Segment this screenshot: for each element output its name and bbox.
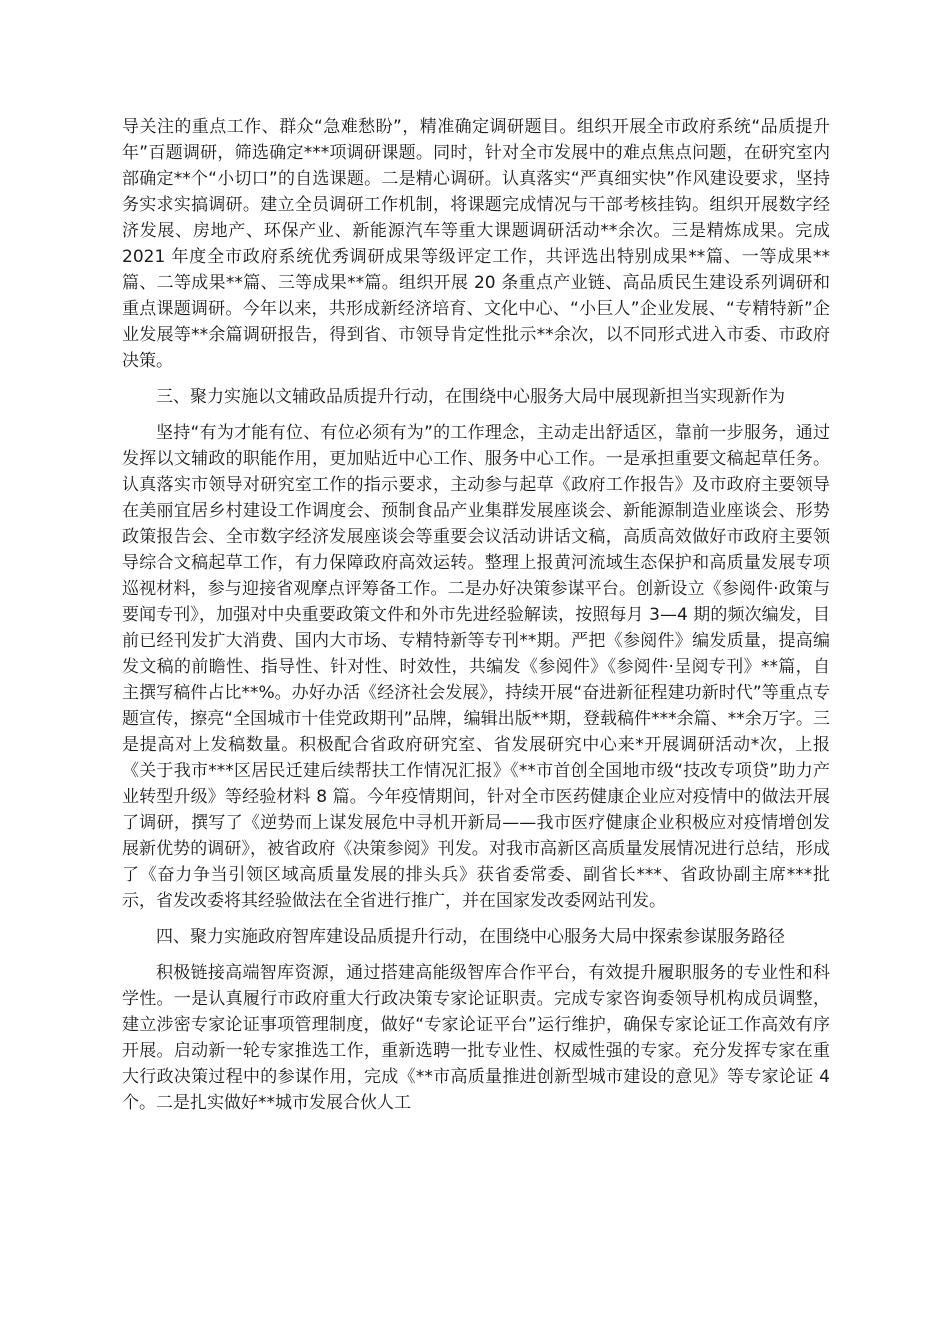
- section-heading-3: 三、聚力实施以文辅政品质提升行动，在围绕中心服务大局中展现新担当实现新作为: [156, 387, 785, 407]
- body-paragraph-1: 导关注的重点工作、群众“急难愁盼”，精准确定调研题目。组织开展全市政府系统“品质提升年”百题调研，筛选确定***项调研课题。同时，针对全市发展中的难点焦点问题，在研究室内部确定**个“小切口”的自选课题。二是精心调研。认真落实“严真细实快”作风建设要求，坚持务实求实搞调研。建立全员调研工作机制，将课题完成情况与干部考核挂钩。组织开展数字经济发展、房地产、环保产业、新能源汽车等重大课题调研活动**余次。三是精炼成果。完成 2021 年度全市政府系统优秀调研成果等级评定工作，共评选出特别成果**篇、一等成果**篇、二等成果**篇、三等成果**篇。组织开展 20 条重点产业链、高品质民生建设系列调研和重点课题调研。今年以来，共形成新经济培育、文化中心、“小巨人”企业发展、“专精特新”企业发展等**余篇调研报告，得到省、市领导肯定性批示**余次，以不同形式进入市委、市政府决策。: [122, 117, 830, 371]
- paragraph-gap: [122, 410, 830, 420]
- section-heading-4: 四、聚力实施政府智库建设品质提升行动，在围绕中心服务大局中探索参谋服务路径: [156, 927, 785, 947]
- paragraph-gap: [122, 374, 830, 384]
- body-paragraph-2: 坚持“有为才能有位、有位必须有为”的工作理念，主动走出舒适区，靠前一步服务，通过发挥以文辅政的职能作用，更加贴近中心工作、服务中心工作。一是承担重要文稿起草任务。认真落实市领导对研究室工作的指示要求，主动参与起草《政府工作报告》及市政府主要领导在美丽宜居乡村建设工作调度会、预制食品产业集群发展座谈会、新能源制造业座谈会、形势政策报告会、全市数字经济发展座谈会等重要会议活动讲话文稿，高质高效做好市政府主要领导综合文稿起草工作，有力保障政府高效运转。整理上报黄河流域生态保护和高质量发展专项巡视材料，参与迎接省观摩点评筹备工作。二是办好决策参谋平台。创新设立《参阅件·政策与要闻专刊》，加强对中央重要政策文件和外市先进经验解读，按照每月 3—4 期的频次编发，目前已经刊发扩大消费、国内大市场、专精特新等专刊**期。严把《参阅件》编发质量，提高编发文稿的前瞻性、指导性、针对性、时效性，共编发《参阅件》《参阅件·呈阅专刊》**篇，自主撰写稿件占比**%。办好办活《经济社会发展》，持续开展“奋进新征程建功新时代”等重点专题宣传，擦亮“全国城市十佳党政期刊”品牌，编辑出版**期，登载稿件***余篇、**余万字。三是提高对上发稿数量。积极配合省政府研究室、省发展研究中心来*开展调研活动*次，上报《关于我市***区居民迁建后续帮扶工作情况汇报》《**市首创全国地市级“技改专项贷”助力产业转型升级》等经验材料 8 篇。今年疫情期间，针对全市医药健康企业应对疫情中的做法开展了调研，撰写了《逆势而上谋发展危中寻机开新局——我市医疗健康企业积极应对疫情增创发展新优势的调研》，被省政府《决策参阅》刊发。对我市高新区高质量发展情况进行总结，形成了《奋力争当引领区域高质量发展的排头兵》获省委常委、副省长***、省政协副主席***批示，省发改委将其经验做法在全省进行推广，并在国家发改委网站刊发。: [122, 423, 830, 911]
- body-paragraph-3: 积极链接高端智库资源，通过搭建高能级智库合作平台，有效提升履职服务的专业性和科学性。一是认真履行市政府重大行政决策专家论证职责。完成专家咨询委领导机构成员调整，建立涉密专家论证事项管理制度，做好“专家论证平台”运行维护，确保专家论证工作高效有序开展。启动新一轮专家推选工作，重新选聘一批专业性、权威性强的专家。充分发挥专家在重大行政决策过程中的参谋作用，完成《**市高质量推进创新型城市建设的意见》等专家论证 4 个。二是扎实做好**城市发展合伙人工: [122, 963, 830, 1113]
- paragraph-gap: [122, 950, 830, 960]
- paragraph-gap: [122, 914, 830, 924]
- document-page: [122, 114, 830, 1116]
